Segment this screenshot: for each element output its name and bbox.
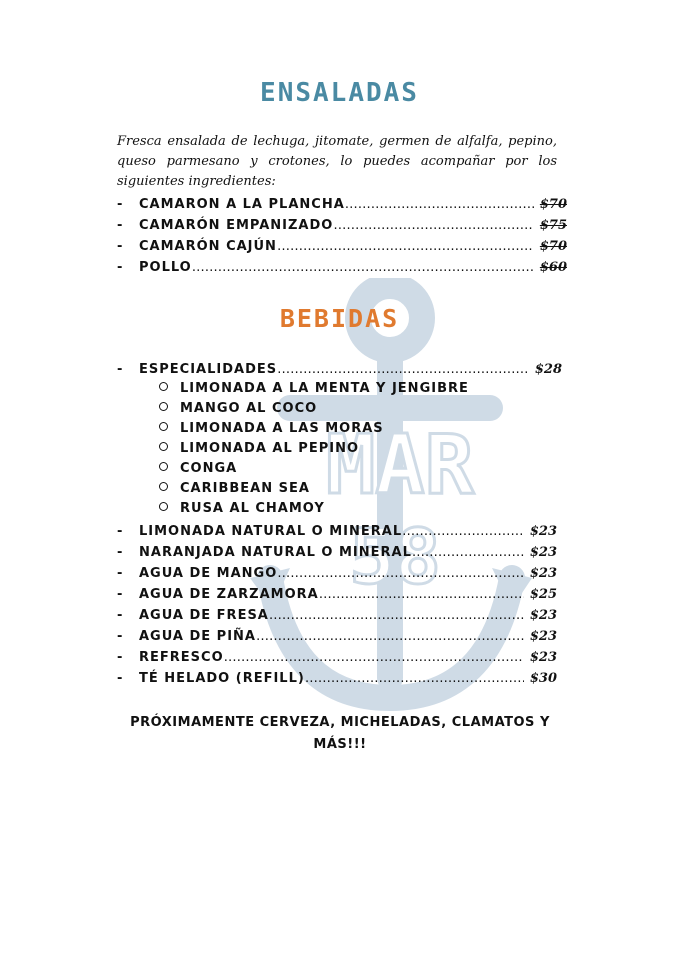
bebidas-list	[117, 521, 557, 689]
item-dot-leader	[305, 668, 524, 689]
item-name: NARANJADA NATURAL O MINERAL	[139, 545, 412, 560]
item-name: LIMONADA NATURAL O MINERAL	[139, 524, 403, 539]
sub-item	[159, 499, 469, 519]
item-dot-leader	[192, 257, 534, 278]
item-price: $23	[529, 566, 557, 581]
item-dot-leader	[333, 215, 534, 236]
item-dash: -	[117, 524, 124, 539]
item-dash: -	[117, 260, 124, 275]
item-dot-leader	[402, 521, 524, 542]
menu-item	[117, 584, 557, 605]
item-name: CAMARÓN EMPANIZADO	[139, 218, 334, 233]
menu-item	[117, 359, 562, 380]
watermark-text-mar: MAR	[325, 418, 475, 513]
item-dot-leader	[224, 647, 524, 668]
item-dot-leader	[319, 584, 524, 605]
circle-bullet-icon	[159, 402, 168, 411]
item-dot-leader	[256, 626, 524, 647]
item-name: AGUA DE FRESA	[139, 608, 269, 623]
menu-item	[117, 215, 567, 236]
bebidas-especialidades	[117, 359, 562, 380]
item-name: AGUA DE ZARZAMORA	[139, 587, 319, 602]
sub-item	[159, 479, 469, 499]
item-dash: -	[117, 197, 124, 212]
sub-item-name: LIMONADA AL PEPINO	[180, 441, 360, 456]
sub-item-name: CONGA	[180, 461, 238, 476]
item-price: $70	[539, 239, 567, 254]
sub-item	[159, 419, 469, 439]
item-dot-leader	[345, 194, 534, 215]
menu-item	[117, 563, 557, 584]
item-price: $23	[529, 650, 557, 665]
item-name: CAMARÓN CAJÚN	[139, 239, 277, 254]
circle-bullet-icon	[159, 482, 168, 491]
item-price: $23	[529, 629, 557, 644]
sub-item	[159, 459, 469, 479]
sub-item-name: MANGO AL COCO	[180, 401, 318, 416]
item-name: ESPECIALIDADES	[139, 362, 278, 377]
item-dash: -	[117, 608, 124, 623]
item-price: $25	[529, 587, 557, 602]
ensaladas-list	[117, 194, 567, 278]
item-name: CAMARON A LA PLANCHA	[139, 197, 345, 212]
item-dash: -	[117, 218, 124, 233]
menu-item	[117, 605, 557, 626]
item-dash: -	[117, 671, 124, 686]
item-dash: -	[117, 650, 124, 665]
section-title-ensaladas: ENSALADAS	[260, 78, 419, 108]
menu-item	[117, 542, 557, 563]
circle-bullet-icon	[159, 502, 168, 511]
menu-item	[117, 521, 557, 542]
item-dash: -	[117, 566, 124, 581]
ensaladas-description: Fresca ensalada de lechuga, jitomate, germen de alfalfa, pepino, queso parmesano y crotones, lo puedes acompañar por los siguientes ingredientes:	[117, 134, 557, 189]
circle-bullet-icon	[159, 462, 168, 471]
item-name: AGUA DE PIÑA	[139, 629, 256, 644]
item-price: $28	[534, 362, 562, 377]
item-price: $23	[529, 608, 557, 623]
menu-item	[117, 236, 567, 257]
item-price: $60	[539, 260, 567, 275]
circle-bullet-icon	[159, 422, 168, 431]
coming-soon-note: PRÓXIMAMENTE CERVEZA, MICHELADAS, CLAMATOS Y MÁS!!!	[130, 715, 550, 752]
especialidades-sublist	[159, 379, 469, 519]
item-dash: -	[117, 587, 124, 602]
sub-item-name: LIMONADA A LA MENTA Y JENGIBRE	[180, 381, 469, 396]
item-name: TÉ HELADO (REFILL)	[139, 671, 305, 686]
item-dot-leader	[412, 542, 524, 563]
menu-item	[117, 668, 557, 689]
menu-item	[117, 194, 567, 215]
watermark-text-58: 58	[349, 512, 441, 601]
item-dash: -	[117, 362, 124, 377]
item-dash: -	[117, 545, 124, 560]
item-dash: -	[117, 629, 124, 644]
item-name: POLLO	[139, 260, 192, 275]
item-price: $23	[529, 524, 557, 539]
sub-item	[159, 379, 469, 399]
item-dot-leader	[277, 236, 534, 257]
item-dot-leader	[277, 359, 529, 380]
item-dash: -	[117, 239, 124, 254]
item-price: $30	[529, 671, 557, 686]
sub-item-name: LIMONADA A LAS MORAS	[180, 421, 384, 436]
menu-item	[117, 257, 567, 278]
sub-item	[159, 399, 469, 419]
item-dot-leader	[269, 605, 524, 626]
item-dot-leader	[277, 563, 524, 584]
menu-item	[117, 626, 557, 647]
item-price: $70	[539, 197, 567, 212]
item-price: $23	[529, 545, 557, 560]
item-price: $75	[539, 218, 567, 233]
sub-item-name: RUSA AL CHAMOY	[180, 501, 325, 516]
menu-item	[117, 647, 557, 668]
circle-bullet-icon	[159, 382, 168, 391]
sub-item	[159, 439, 469, 459]
section-title-bebidas: BEBIDAS	[279, 304, 400, 333]
item-name: REFRESCO	[139, 650, 224, 665]
sub-item-name: CARIBBEAN SEA	[180, 481, 310, 496]
circle-bullet-icon	[159, 442, 168, 451]
item-name: AGUA DE MANGO	[139, 566, 278, 581]
